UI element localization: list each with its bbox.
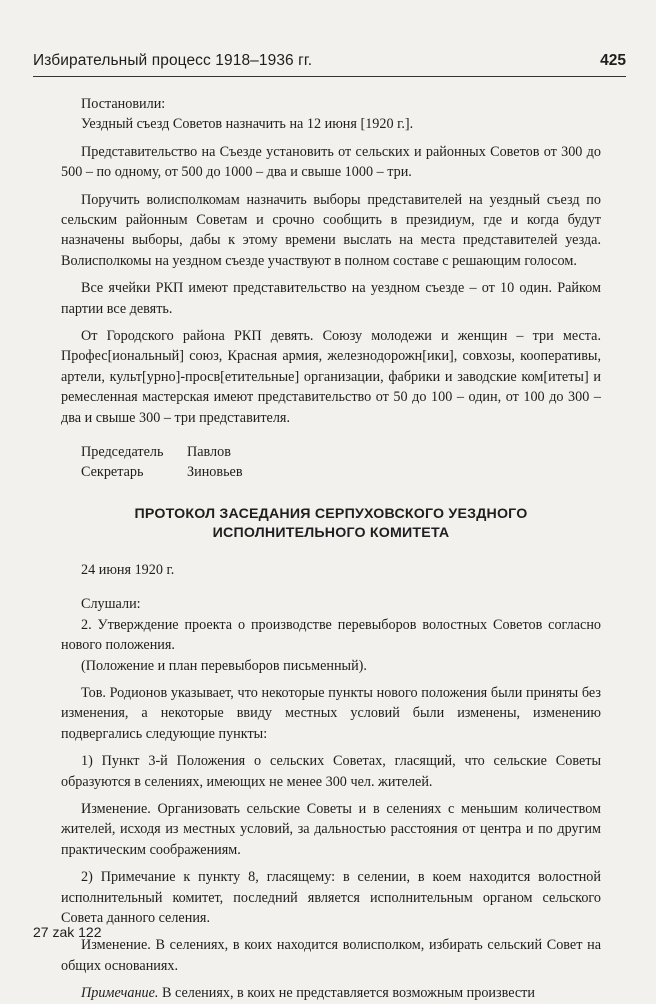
heading-line-1: ПРОТОКОЛ ЗАСЕДАНИЯ СЕРПУХОВСКОГО УЕЗДНОГО	[134, 505, 528, 522]
page-body	[61, 94, 601, 1004]
print-signature-mark: 27 zak 122	[33, 924, 102, 940]
paragraph-rkp-cells: Все ячейки РКП имеют представительство на уездном съезде – от 10 один. Райком партии все девять.	[61, 280, 601, 317]
spacer	[61, 428, 601, 442]
protocol-heading	[61, 505, 601, 543]
heading-line-2: ИСПОЛНИТЕЛЬНОГО КОМИТЕТА	[212, 524, 450, 541]
paragraph-item-2: 2. Утверждение проекта о производстве перевыборов волостных Советов согласно нового положения.	[61, 616, 601, 654]
signature-line	[61, 442, 601, 462]
signature-name: Павлов	[187, 444, 231, 461]
paragraph-representation: Представительство на Съезде установить от сельских и районных Советов от 300 до 500 – по одному, от 500 до 1000 – два и свыше 1000 – три.	[61, 143, 601, 181]
paragraph-change-1: Изменение. Организовать сельские Советы и в селениях с меньшим количеством жителей, исходя из местных условий, за дальностью расстояния от центра и по другим практическим соображениям.	[61, 800, 601, 858]
running-header	[33, 44, 626, 77]
paragraph-heard: Слушали:	[81, 596, 141, 613]
running-title: Избирательный процесс 1918–1936 гг.	[33, 52, 313, 69]
note-text: В селениях, в коих не представляется возможным произвести	[158, 985, 535, 1002]
paragraph-change-2: Изменение. В селениях, в коих находится волисполком, избирать сельский Совет на общих основаниях.	[61, 937, 601, 974]
paragraph-note	[61, 983, 601, 1003]
note-label: Примечание.	[81, 985, 159, 1002]
paragraph-resolved: Постановили:	[81, 96, 166, 112]
paragraph-volost-elections: Поручить волисполкомам назначить выборы представителей на уездный съезд по сельским районным Советам и срочно сообщить в президиум, где и когда будут назначены выборы, дабы к этому времени выслать на места представителей уезда. Волисполкомы на уездном съезде участвуют в полном составе с решающим голосом.	[61, 191, 601, 269]
protocol-date: 24 июня 1920 г.	[81, 561, 175, 578]
paragraph-congress-date: Уездный съезд Советов назначить на 12 июня [1920 г.].	[81, 116, 414, 133]
page-number: 425	[600, 52, 626, 69]
signature-name: Зиновьев	[187, 464, 243, 481]
signature-line	[61, 462, 601, 482]
spacer	[61, 580, 601, 594]
paragraph-city-district: От Городского района РКП девять. Союзу молодежи и женщин – три места. Профес[иональный] союз, Красная армия, железнодорожн[ики], совхозы, кооперативы, артели, культ[урно]-просв[етительные] организации, фабрики и заводские ком[итеты] и ремесленная мастерская имеют представительство от 50 до 100 – один, от 100 до 300 – два и свыше 300 – три представителя.	[61, 328, 601, 426]
paragraph-rodionov: Тов. Родионов указывает, что некоторые пункты нового положения были приняты без изменения, а некоторые ввиду местных условий были изменены, изменению подвергались следующие пункты:	[61, 684, 601, 742]
signature-role: Секретарь	[81, 464, 144, 481]
paragraph-point-3: 1) Пункт 3-й Положения о сельских Советах, гласящий, что сельские Советы образуются в селениях, имеющих не менее 300 чел. жителей.	[61, 753, 601, 790]
paragraph-plan-note: (Положение и план перевыборов письменный).	[81, 657, 367, 674]
signature-role: Председатель	[81, 444, 164, 461]
paragraph-point-8-note: 2) Примечание к пункту 8, гласящему: в селении, в коем находится волостной исполнительный комитет, последний является исполнительным органом сельского Совета данного селения.	[61, 869, 601, 926]
